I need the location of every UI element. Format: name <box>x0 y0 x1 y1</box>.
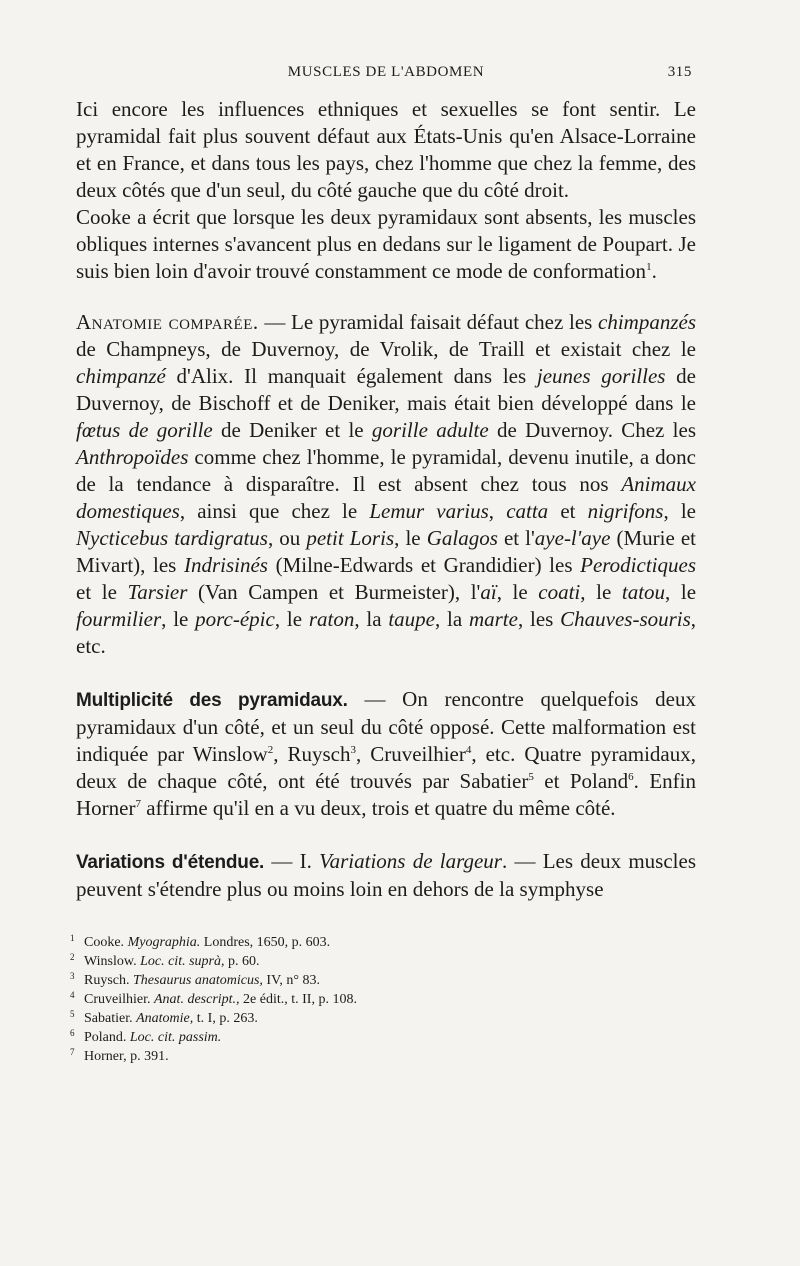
species: Animaux domestiques <box>76 472 696 523</box>
footnote-text: Winslow. <box>84 954 141 969</box>
text: , Ruysch <box>273 742 351 766</box>
species: fourmilier <box>76 607 162 631</box>
text: , ou <box>267 526 307 550</box>
footnote-ref[interactable]: 3 <box>350 744 356 756</box>
footnote-text: IV, n° 83. <box>262 973 320 988</box>
footnote <box>70 990 696 1009</box>
species: Nycticebus tardigratus <box>76 526 268 550</box>
text: (Milne-Edwards et Grandidier) les <box>267 553 581 577</box>
footnote <box>70 971 696 990</box>
body-text <box>76 96 696 903</box>
species: taupe <box>388 607 435 631</box>
running-title: MUSCLES DE L'ABDOMEN <box>287 64 485 80</box>
footnote <box>70 952 696 971</box>
paragraph-text: Ici encore les influences ethniques et sexuelles se font sentir. Le pyramidal fait plus souvent défaut aux États-Unis qu'en Alsace-Lorraine et en France, et dans tous les pays, chez l'homme que chez la femme, des deux côtés que d'un seul, du côté gauche que du côté droit. <box>76 97 696 202</box>
text: et le <box>76 580 128 604</box>
species: Anthropoïdes <box>76 445 189 469</box>
footnote-title: Loc. cit. suprà, <box>140 954 225 969</box>
text: — Le pyramidal faisait défaut chez les <box>258 310 598 334</box>
paragraph-variations <box>76 848 696 903</box>
subheading: Variations de largeur <box>319 849 502 873</box>
text: , la <box>434 607 469 631</box>
running-head <box>76 56 696 86</box>
footnote-number: 6 <box>70 1028 75 1038</box>
footnote-number: 3 <box>70 971 75 981</box>
footnote-text: Londres, 1650, p. 603. <box>200 935 331 950</box>
footnote-text: Cooke. <box>84 935 128 950</box>
footnote-text: Cruveilhier. <box>84 992 154 1007</box>
footnote <box>70 1047 696 1066</box>
species: marte <box>468 607 518 631</box>
species: nigrifons <box>587 499 664 523</box>
footnote-ref[interactable]: 6 <box>628 771 634 783</box>
footnote <box>70 933 696 952</box>
text: affirme qu'il en a vu deux, trois et quatre du même côté. <box>140 796 616 820</box>
paragraph-anatomie-comparee <box>76 309 696 660</box>
footnote-ref[interactable]: 4 <box>465 744 472 756</box>
species: gorille adulte <box>371 418 489 442</box>
book-page <box>70 56 697 1066</box>
species: coati <box>538 580 581 604</box>
text: et l' <box>497 526 535 550</box>
paragraph-multiplicite <box>76 686 696 822</box>
footnote-text: Poland. <box>84 1030 130 1045</box>
footnote-title: Myographia. <box>127 935 201 950</box>
paragraph-ethnic-influences <box>76 96 696 204</box>
footnotes <box>70 933 696 1066</box>
text: et Poland <box>533 769 629 793</box>
page-number: 315 <box>667 64 692 80</box>
species: chimpanzé <box>76 364 166 388</box>
footnote-number: 7 <box>70 1047 75 1057</box>
text: , le <box>274 607 309 631</box>
footnote-number: 5 <box>70 1009 75 1019</box>
species: chimpanzés <box>598 310 696 334</box>
species: tatou <box>621 580 666 604</box>
footnote-ref[interactable]: 7 <box>135 798 141 810</box>
footnote-text: 2e édit., t. II, p. 108. <box>239 992 357 1007</box>
footnote-title: Loc. cit. passim. <box>129 1030 222 1045</box>
footnote-number: 4 <box>70 990 75 1000</box>
text: de Duvernoy, de Bischoff et de Deniker, mais était bien développé dans le <box>76 364 696 415</box>
text: , etc. Quatre pyramidaux, deux de chaque côté, ont été trouvés par Sabatier <box>76 742 697 793</box>
text: (Murie et Mivart), les <box>76 526 697 577</box>
species: Lemur varius <box>369 499 489 523</box>
footnote-text: Sabatier. <box>84 1011 137 1026</box>
text: de Champneys, de Duvernoy, de Vrolik, de Traill et existait chez le <box>76 337 696 361</box>
footnote-text: Horner, p. 391. <box>84 1049 169 1064</box>
footnote-number: 2 <box>70 952 75 962</box>
footnote <box>70 1028 696 1047</box>
text: , le <box>496 580 539 604</box>
species: Indrisinés <box>183 553 268 577</box>
species: Chauves-souris <box>560 607 691 631</box>
text: , <box>488 499 507 523</box>
species: fœtus de gorille <box>76 418 213 442</box>
paragraph-cooke <box>76 204 696 285</box>
text: d'Alix. Il manquait également dans les <box>165 364 537 388</box>
text: (Van Campen et Burmeister), l' <box>187 580 481 604</box>
text: , ainsi que chez le <box>179 499 370 523</box>
section-heading: Variations d'étendue. <box>76 852 265 873</box>
species: Tarsier <box>127 580 188 604</box>
text: de Deniker et le <box>212 418 372 442</box>
paragraph-text: Cooke a écrit que lorsque les deux pyramidaux sont absents, les muscles obliques internes s'avancent plus en dedans sur le ligament de Poupart. Je suis bien loin d'avoir trouvé constamment ce mode de conformation <box>76 205 696 283</box>
species: aye-l'aye <box>534 526 611 550</box>
text: , Cruveilhier <box>355 742 466 766</box>
species: aï <box>480 580 497 604</box>
text: — On rencontre quelquefois deux pyramidaux d'un côté, et un seul du côté opposé. Cette malformation est indiquée par Winslow <box>76 687 696 766</box>
footnote-text: p. 60. <box>224 954 260 969</box>
footnote-ref[interactable]: 2 <box>267 744 274 756</box>
species: Galagos <box>426 526 498 550</box>
footnote-text: t. I, p. 263. <box>193 1011 258 1026</box>
footnote <box>70 1009 696 1028</box>
footnote-ref[interactable]: 1 <box>646 261 652 273</box>
species: petit Loris <box>306 526 395 550</box>
text: , les <box>517 607 561 631</box>
text: , la <box>354 607 389 631</box>
text: . Enfin Horner <box>76 769 696 820</box>
footnote-number: 1 <box>70 933 75 943</box>
footnote-text: Ruysch. <box>84 973 133 988</box>
text: . — Les deux muscles peuvent s'étendre plus ou moins loin en dehors de la symphyse <box>76 849 696 901</box>
text: , le <box>663 499 697 523</box>
text: de Duvernoy. Chez les <box>488 418 696 442</box>
text: , le <box>161 607 196 631</box>
species: raton <box>308 607 355 631</box>
species: Perodictiques <box>580 553 696 577</box>
text: , etc. <box>76 607 697 658</box>
section-lead: Anatomie comparée. <box>76 310 259 334</box>
footnote-title: Anat. descript., <box>154 992 240 1007</box>
footnote-title: Thesaurus anatomicus, <box>133 973 263 988</box>
text: — I. <box>264 849 320 873</box>
footnote-ref[interactable]: 5 <box>528 771 534 783</box>
species: porc-épic <box>195 607 275 631</box>
paragraph-text: . <box>651 259 657 283</box>
section-heading: Multiplicité des pyramidaux. <box>76 690 348 711</box>
species: catta <box>506 499 549 523</box>
footnote-title: Anatomie, <box>136 1011 194 1026</box>
text: , le <box>394 526 427 550</box>
text: , le <box>665 580 697 604</box>
species: jeunes gorilles <box>536 364 666 388</box>
text: et <box>548 499 588 523</box>
text: , le <box>580 580 622 604</box>
text: comme chez l'homme, le pyramidal, devenu inutile, a donc de la tendance à disparaître. Il est absent chez tous nos <box>76 445 696 496</box>
